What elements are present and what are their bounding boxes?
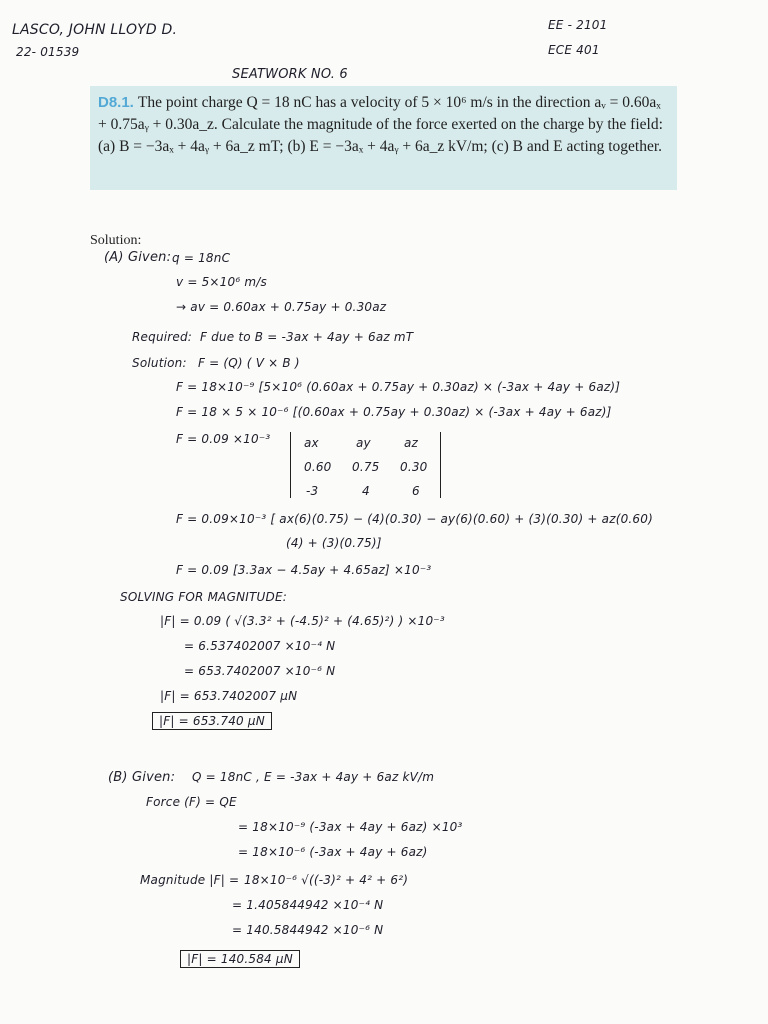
force-substitution: F = 18×10⁻⁹ [5×10⁶ (0.60ax + 0.75ay + 0.30az) × (-3ax + 4ay + 6az)] — [176, 380, 621, 394]
part-b-force-label: Force (F) = QE — [146, 795, 237, 809]
matrix-cell: 0.60 — [304, 460, 332, 474]
magnitude-formula: |F| = 0.09 ( √(3.3² + (-4.5)² + (4.65)²) ) ×10⁻³ — [160, 614, 445, 628]
required-text: F due to B = -3ax + 4ay + 6az mT — [200, 330, 414, 344]
answer-part-b: |F| = 140.584 μN — [180, 950, 300, 968]
matrix-cell: az — [404, 436, 419, 450]
course-code-2: ECE 401 — [548, 43, 600, 57]
solution-label: Solution: — [132, 356, 187, 370]
given-direction: → av = 0.60ax + 0.75ay + 0.30az — [176, 300, 387, 314]
part-a-label: (A) Given: — [104, 250, 172, 265]
course-code-1: EE - 2101 — [548, 18, 608, 32]
part-b-step-1: = 18×10⁻⁹ (-3ax + 4ay + 6az) ×10³ — [238, 820, 463, 834]
answer-part-a: |F| = 653.740 μN — [152, 712, 272, 730]
force-vector-result: F = 0.09 [3.3ax − 4.5ay + 4.65az] ×10⁻³ — [176, 563, 432, 577]
matrix-cell: 4 — [362, 484, 370, 498]
part-b-magnitude-step-2: = 140.5844942 ×10⁻⁶ N — [232, 923, 384, 937]
given-velocity: v = 5×10⁶ m/s — [176, 275, 267, 289]
force-equation: F = (Q) ( V × B ) — [198, 356, 300, 370]
given-charge: q = 18nC — [172, 251, 231, 265]
magnitude-heading: SOLVING FOR MAGNITUDE: — [120, 590, 287, 604]
problem-number: D8.1. — [98, 94, 134, 111]
problem-statement — [90, 86, 677, 190]
cross-product-expansion-cont: (4) + (3)(0.75)] — [286, 536, 382, 550]
part-b-given: Q = 18nC , E = -3ax + 4ay + 6az kV/m — [192, 770, 435, 784]
matrix-cell: 0.75 — [352, 460, 380, 474]
cross-product-expansion: F = 0.09×10⁻³ [ ax(6)(0.75) − (4)(0.30) − ay(6)(0.60) + (3)(0.30) + az(0.60) — [176, 512, 653, 526]
page-title: SEATWORK NO. 6 — [232, 67, 348, 82]
matrix-left-bar — [290, 432, 291, 498]
matrix-cell: -3 — [306, 484, 319, 498]
required-label: Required: — [132, 330, 193, 344]
force-simplified: F = 18 × 5 × 10⁻⁶ [(0.60ax + 0.75ay + 0.30az) × (-3ax + 4ay + 6az)] — [176, 405, 612, 419]
student-name: LASCO, JOHN LLOYD D. — [12, 22, 178, 38]
matrix-right-bar — [440, 432, 441, 498]
part-b-label: (B) Given: — [108, 770, 176, 785]
part-b-magnitude-formula: 18×10⁻⁶ √((-3)² + 4² + 6²) — [244, 873, 409, 887]
force-coefficient: F = 0.09 ×10⁻³ — [176, 432, 271, 446]
magnitude-step-1: = 6.537402007 ×10⁻⁴ N — [184, 639, 336, 653]
matrix-cell: 0.30 — [400, 460, 428, 474]
problem-text: The point charge Q = 18 nC has a velocity of 5 × 10⁶ m/s in the direction aᵥ = 0.60aₓ + 0.75aᵧ + 0.30a_z. Calculate the magnitude of the force exerted on the charge by the field: (a) B = −3aₓ + 4aᵧ + 6a_z mT; (b) E = −3aₓ + 4aᵧ + 6a_z kV/m; (c) B and E acting together. — [98, 94, 663, 155]
matrix-cell: ay — [356, 436, 371, 450]
matrix-cell: ax — [304, 436, 319, 450]
part-b-magnitude-label: Magnitude |F| = — [140, 873, 240, 887]
solution-heading: Solution: — [90, 233, 142, 248]
matrix-cell: 6 — [412, 484, 420, 498]
magnitude-step-3: |F| = 653.7402007 μN — [160, 689, 298, 703]
magnitude-step-2: = 653.7402007 ×10⁻⁶ N — [184, 664, 336, 678]
student-id: 22- 01539 — [16, 45, 80, 59]
part-b-magnitude-step-1: = 1.405844942 ×10⁻⁴ N — [232, 898, 384, 912]
part-b-step-2: = 18×10⁻⁶ (-3ax + 4ay + 6az) — [238, 845, 428, 859]
